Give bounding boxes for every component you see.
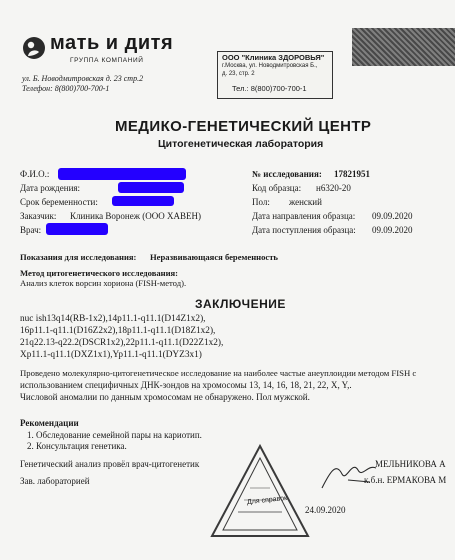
clinic-stamp-phone: Тел.: 8(800)700-700-1 xyxy=(232,84,307,93)
karyotype-line: nuc ish13q14(RB-1x2),14p11.1-q11.1(D14Z1x2), xyxy=(20,314,206,324)
signer-name-1: МЕЛЬНИКОВА А xyxy=(375,459,446,469)
stamp-label: Для справок xyxy=(246,494,288,507)
performed-by-label: Генетический анализ провёл врач-цитогенетик xyxy=(20,459,200,469)
sent-date-value: 09.09.2020 xyxy=(372,211,413,221)
logo-subtitle: ГРУППА КОМПАНИЙ xyxy=(70,57,144,64)
sample-code-label: Код образца: xyxy=(252,183,302,193)
fio-label: Ф.И.О.: xyxy=(20,169,50,179)
indication-value: Неразвивающаяся беременность xyxy=(150,252,278,262)
sample-code-value: н6320-20 xyxy=(316,183,351,193)
clinic-stamp-address: г.Москва, ул. Новодмитровская Б., xyxy=(222,63,318,69)
conclusion-text-line: Числовой аномалии по данным хромосомам не обнаружено. Пол мужской. xyxy=(20,392,310,402)
recommendation-item: 2. Консультация генетика. xyxy=(27,441,127,451)
sex-value: женский xyxy=(289,197,322,207)
received-date-label: Дата поступления образца: xyxy=(252,225,356,235)
dob-label: Дата рождения: xyxy=(20,183,81,193)
redacted-doctor xyxy=(46,223,108,235)
conclusion-text-line: использованием специфичных ДНК-зондов на хромосомы 13, 14, 16, 18, 21, 22, X, Y,. xyxy=(20,380,352,390)
customer-value: Клиника Воронеж (ООО ХАВЕН) xyxy=(70,211,201,221)
head-of-lab-label: Зав. лабораторией xyxy=(20,476,90,486)
clinic-stamp-name: ООО "Клиника ЗДОРОВЬЯ" xyxy=(222,53,325,62)
phone-line: Телефон: 8(800)700-700-1 xyxy=(22,84,110,93)
study-number-value: 17821951 xyxy=(334,169,370,179)
sex-label: Пол: xyxy=(252,197,270,207)
signature-date: 24.09.2020 xyxy=(305,505,346,515)
recommendations-title: Рекомендации xyxy=(20,418,79,428)
signer-name-2: к.б.н. ЕРМАКОВА М xyxy=(364,475,447,485)
clinic-stamp xyxy=(217,51,333,99)
recommendation-item: 1. Обследование семейной пары на кариотип. xyxy=(27,430,202,440)
customer-label: Заказчик: xyxy=(20,211,57,221)
conclusion-title: ЗАКЛЮЧЕНИЕ xyxy=(195,297,286,311)
karyotype-line: 16p11.1-q11.1(D16Z2x2),18p11.1-q11.1(D18Z1x2), xyxy=(20,326,216,336)
redacted-name xyxy=(58,168,186,180)
clinic-stamp-address-2: д. 23, стр. 2 xyxy=(222,71,255,77)
study-number-label: № исследования: xyxy=(252,169,322,179)
address-line: ул. Б. Новодмитровская д. 23 стр.2 xyxy=(22,74,144,83)
method-value: Анализ клеток ворсин хориона (FISH-метод). xyxy=(20,278,187,288)
doctor-label: Врач: xyxy=(20,225,42,235)
karyotype-line: Xp11.1-q11.1(DXZ1x1),Yp11.1-q11.1(DYZ3x1) xyxy=(20,350,202,360)
center-title: МЕДИКО-ГЕНЕТИЧЕСКИЙ ЦЕНТР xyxy=(115,118,372,135)
redacted-dob xyxy=(118,182,184,193)
method-label: Метод цитогенетического исследования: xyxy=(20,268,179,278)
sent-date-label: Дата направления образца: xyxy=(252,211,356,221)
conclusion-text-line: Проведено молекулярно-цитогенетическое исследование на наиболее частые анеуплоидии методом FISH с xyxy=(20,368,417,378)
lab-subtitle: Цитогенетическая лаборатория xyxy=(158,138,324,150)
received-date-value: 09.09.2020 xyxy=(372,225,413,235)
indication-label: Показания для исследования: xyxy=(20,252,137,262)
triangle-stamp-icon xyxy=(208,442,312,542)
logo-title: мать и дитя xyxy=(50,32,174,54)
term-label: Срок беременности: xyxy=(20,197,98,207)
redacted-term xyxy=(112,196,174,206)
signature-icon xyxy=(318,452,388,496)
mother-child-logo-icon xyxy=(22,36,46,60)
karyotype-line: 21q22.13-q22.2(DSCR1x2),22p11.1-q11.1(D22Z1x2), xyxy=(20,338,224,348)
scan-shadow xyxy=(352,28,455,66)
